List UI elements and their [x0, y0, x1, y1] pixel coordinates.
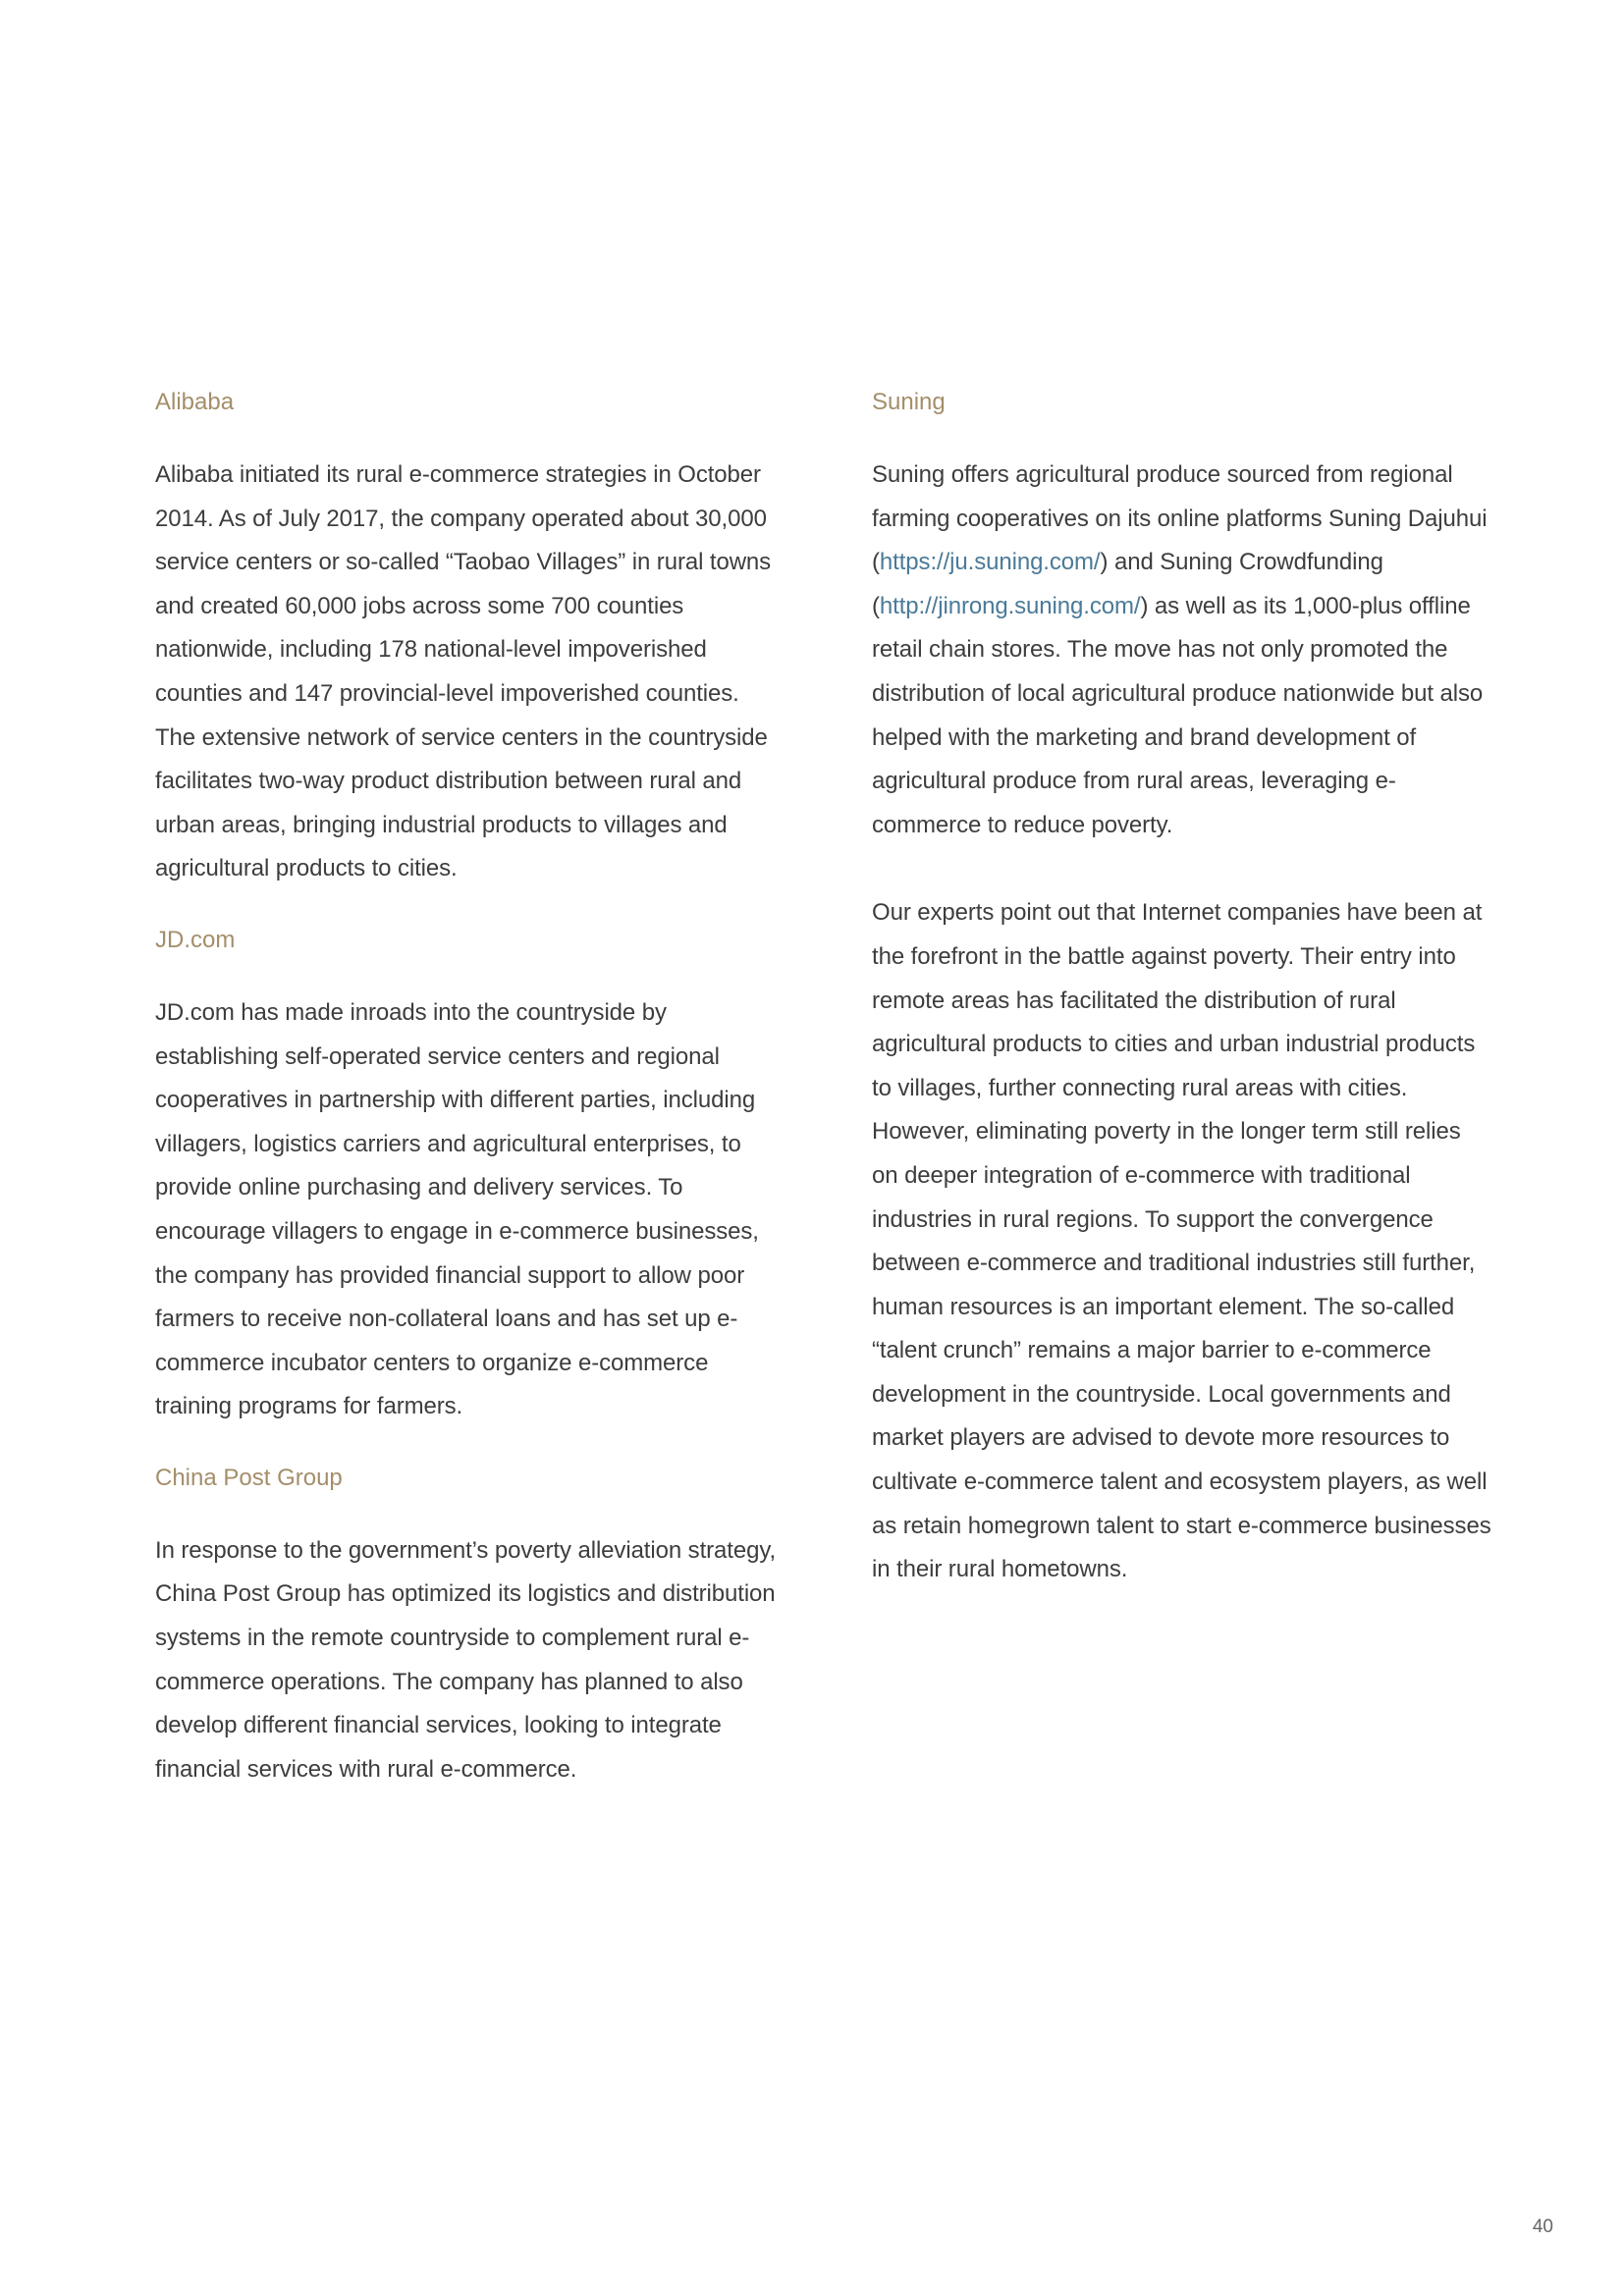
- page-number: 40: [1532, 2216, 1553, 2237]
- jd-heading: JD.com: [155, 926, 236, 953]
- jd-paragraph: JD.com has made inroads into the countryside by establishing self-operated service centers and regional cooperatives in partnership with different parties, including villagers, logistics carriers and agricultural enterprises, to provide online purchasing and delivery services. To encourage villagers to engage in e-commerce businesses, the company has provided financial support to allow poor farmers to receive non-collateral loans and has set up e-commerce incubator centers to organize e-commerce training programs for farmers.: [155, 998, 759, 1420]
- suning-paragraph: [872, 454, 1492, 847]
- suning-heading: Suning: [872, 389, 946, 415]
- alibaba-paragraph: Alibaba initiated its rural e-commerce strategies in October 2014. As of July 2017, the company operated about 30,000 service centers or so-called “Taobao Villages” in rural towns and created 60,000 jobs across some 700 counties nationwide, including 178 national-level impoverished counties and 147 provincial-level impoverished counties. The extensive network of service centers in the countryside facilitates two-way product distribution between rural and urban areas, bringing industrial products to villages and agricultural products to cities.: [155, 461, 772, 882]
- suning-text-1: Suning offers agricultural produce sourced from regional farming cooperatives on its online platforms Suning Dajuhui (: [872, 461, 1488, 576]
- right-column: [872, 381, 1492, 1592]
- suning-text-2: ) and Suning Crowdfunding (: [872, 549, 1383, 619]
- experts-paragraph: Our experts point out that Internet companies have been at the forefront in the battle against poverty. Their entry into remote areas has facilitated the distribution of rural agricultural products to cities and urban industrial products to villages, further connecting rural areas with cities. However, eliminating poverty in the longer term still relies on deeper integration of e-commerce with traditional industries in rural regions. To support the convergence between e-commerce and traditional industries still further, human resources is an important element. The so-called “talent crunch” remains a major barrier to e-commerce development in the countryside. Local governments and market players are advised to devote more resources to cultivate e-commerce talent and ecosystem players, as well as retain homegrown talent to start e-commerce businesses in their rural hometowns.: [872, 899, 1491, 1583]
- china-post-heading: China Post Group: [155, 1464, 343, 1491]
- suning-text-3: ) as well as its 1,000-plus offline retail chain stores. The move has not only promoted the distribution of local agricultural produce nationwide but also helped with the marketing and brand development of agricultural produce from rural areas, leveraging e-commerce to reduce poverty.: [872, 592, 1484, 838]
- china-post-paragraph: In response to the government’s poverty alleviation strategy, China Post Group has optimized its logistics and distribution systems in the remote countryside to complement rural e-commerce operations. The company has planned to also develop different financial services, looking to integrate financial services with rural e-commerce.: [155, 1536, 777, 1783]
- alibaba-heading: Alibaba: [155, 389, 235, 415]
- left-column: [155, 381, 784, 1791]
- suning-dajuhui-link[interactable]: https://ju.suning.com/: [879, 549, 1101, 576]
- suning-crowdfunding-link[interactable]: http://jinrong.suning.com/: [879, 592, 1141, 619]
